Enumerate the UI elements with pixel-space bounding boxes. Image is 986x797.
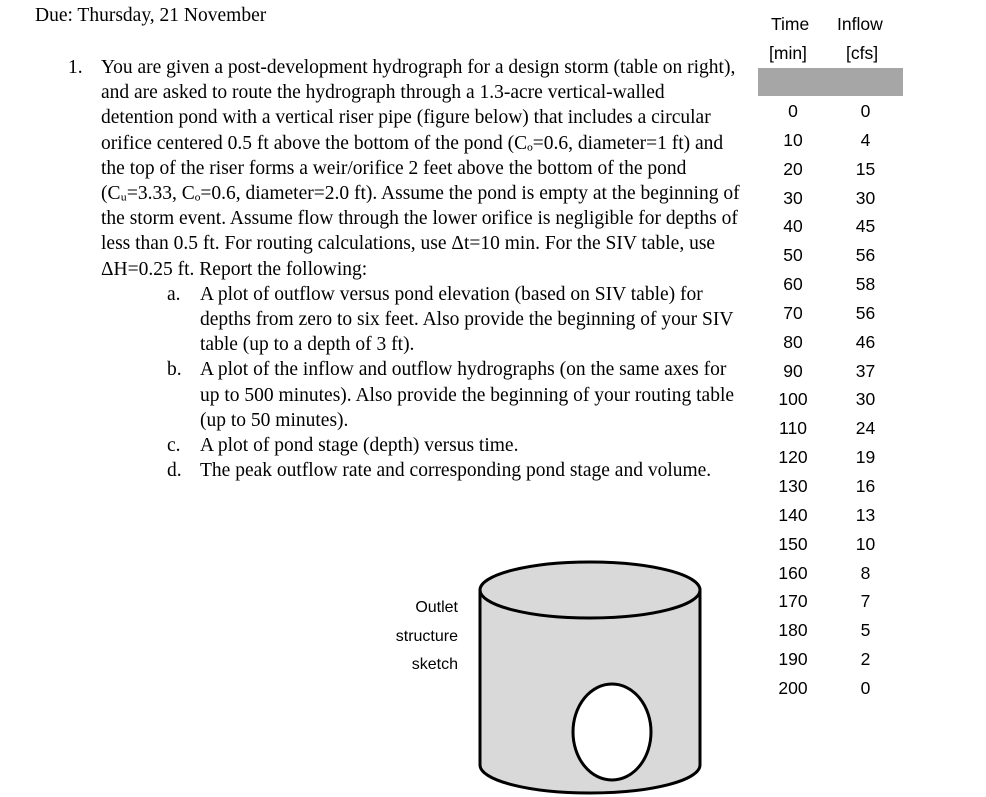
time-cell: 130 — [778, 475, 808, 496]
time-cell: 10 — [783, 129, 803, 150]
part-text: The peak outflow rate and corresponding pond stage and volume. — [200, 460, 712, 482]
inflow-cell: 5 — [860, 620, 871, 641]
time-cell: 30 — [783, 187, 803, 208]
table-row — [758, 270, 908, 299]
table-row — [758, 530, 908, 559]
time-cell: 40 — [783, 216, 803, 237]
time-cell: 160 — [778, 562, 808, 583]
table-row — [758, 241, 908, 270]
inflow-cell: 0 — [860, 101, 871, 121]
table-row — [758, 645, 908, 674]
orifice-opening — [573, 684, 651, 780]
time-cell: 70 — [783, 302, 803, 323]
table-row — [758, 674, 908, 703]
time-cell: 110 — [779, 418, 807, 439]
part-text: A plot of the inflow and outflow hydrographs (on the same axes for up to 500 minutes). Also provide the beginning of your routing table (up to 50 minutes). — [200, 359, 735, 431]
inflow-cell: 37 — [855, 360, 876, 381]
table-row — [758, 501, 908, 530]
part-a — [167, 282, 745, 358]
table-header-bar — [758, 68, 903, 96]
part-c — [167, 433, 745, 458]
inflow-cell: 2 — [860, 649, 871, 670]
inflow-cell: 10 — [855, 533, 876, 554]
inflow-cell: 4 — [860, 129, 871, 150]
inflow-header: Inflow — [837, 14, 883, 34]
table-row — [758, 414, 908, 443]
time-cell: 90 — [783, 360, 803, 381]
table-row — [758, 212, 908, 241]
time-cell: 120 — [778, 447, 808, 468]
inflow-cell: 30 — [855, 389, 876, 410]
sketch-label-line: structure — [395, 627, 458, 645]
table-row — [758, 616, 908, 645]
table-row — [758, 385, 908, 414]
time-cell: 170 — [778, 591, 808, 612]
table-row — [758, 184, 908, 213]
time-cell: 180 — [778, 620, 808, 641]
sketch-label-line: sketch — [411, 656, 458, 673]
inflow-cell: 24 — [855, 418, 876, 439]
inflow-cell: 45 — [855, 216, 876, 237]
time-cell: 20 — [783, 158, 803, 179]
problem-1 — [68, 55, 748, 483]
table-row — [758, 97, 908, 126]
inflow-cell: 8 — [860, 562, 871, 583]
time-unit: [min] — [769, 43, 807, 63]
inflow-cell: 0 — [860, 677, 871, 698]
table-row — [758, 559, 908, 588]
inflow-cell: 16 — [855, 475, 876, 496]
inflow-cell: 15 — [855, 158, 876, 179]
inflow-cell: 19 — [855, 447, 876, 468]
table-row — [758, 472, 908, 501]
table-row — [758, 299, 908, 328]
table-row — [758, 443, 908, 472]
part-letter: c. — [167, 435, 181, 457]
sketch-label — [378, 594, 458, 680]
table-row — [758, 328, 908, 357]
time-cell: 60 — [783, 274, 803, 295]
part-text: A plot of outflow versus pond elevation (based on SIV table) for depths from zero to six feet. Also provide the beginning of your SIV table (up to a depth of 3 ft). — [200, 283, 734, 356]
inflow-unit: [cfs] — [846, 43, 879, 63]
time-cell: 50 — [783, 245, 803, 266]
part-letter: a. — [167, 283, 181, 305]
time-header: Time — [771, 14, 810, 34]
part-d — [167, 458, 745, 483]
part-b — [167, 357, 745, 433]
hydrograph-table-header — [758, 10, 908, 68]
problem-number: 1. — [68, 57, 83, 78]
due-date: Due: Thursday, 21 November — [35, 5, 267, 26]
time-cell: 80 — [783, 331, 803, 352]
inflow-cell: 56 — [855, 245, 876, 266]
part-letter: d. — [167, 460, 182, 482]
inflow-cell: 13 — [855, 504, 876, 525]
inflow-cell: 30 — [855, 187, 876, 208]
time-cell: 200 — [778, 677, 808, 698]
time-cell: 140 — [778, 504, 808, 525]
part-text: A plot of pond stage (depth) versus time. — [200, 435, 519, 457]
inflow-cell: 46 — [855, 331, 876, 352]
time-cell: 0 — [788, 101, 798, 121]
table-row — [758, 126, 908, 155]
time-cell: 190 — [778, 649, 808, 670]
table-row — [758, 587, 908, 616]
part-letter: b. — [167, 359, 182, 381]
hydrograph-table-body — [758, 97, 908, 703]
inflow-cell: 7 — [860, 591, 871, 612]
problem-text: You are given a post-development hydrograph for a design storm (table on right), and are asked to route the hydrograph through a 1.3-acre vertical-walled detention pond with a vertical riser pipe (figure below) that includes a circular orifice centered 0.5 ft above the bottom of the pond (Cₒ=0.6, diameter=1 ft) and the top of the riser forms a weir/orifice 2 feet above the bottom of the pond (Cᵤ=3.33, Cₒ=0.6, diameter=2.0 ft). Assume the pond is empty at the beginning of the storm event. Assume flow through the lower orifice is negligible for depths of less than 0.5 ft. For routing calculations, use Δt=10 min. For the SIV table, use ΔH=0.25 ft. Report the following: — [101, 57, 740, 280]
table-row — [758, 357, 908, 386]
time-cell: 150 — [778, 533, 808, 554]
sketch-label-line: Outlet — [415, 599, 458, 616]
time-cell: 100 — [778, 389, 808, 410]
table-row — [758, 155, 908, 184]
inflow-cell: 58 — [855, 274, 876, 295]
riser-pipe-sketch — [470, 560, 710, 797]
inflow-cell: 56 — [855, 302, 876, 323]
riser-top-rim — [480, 562, 700, 618]
